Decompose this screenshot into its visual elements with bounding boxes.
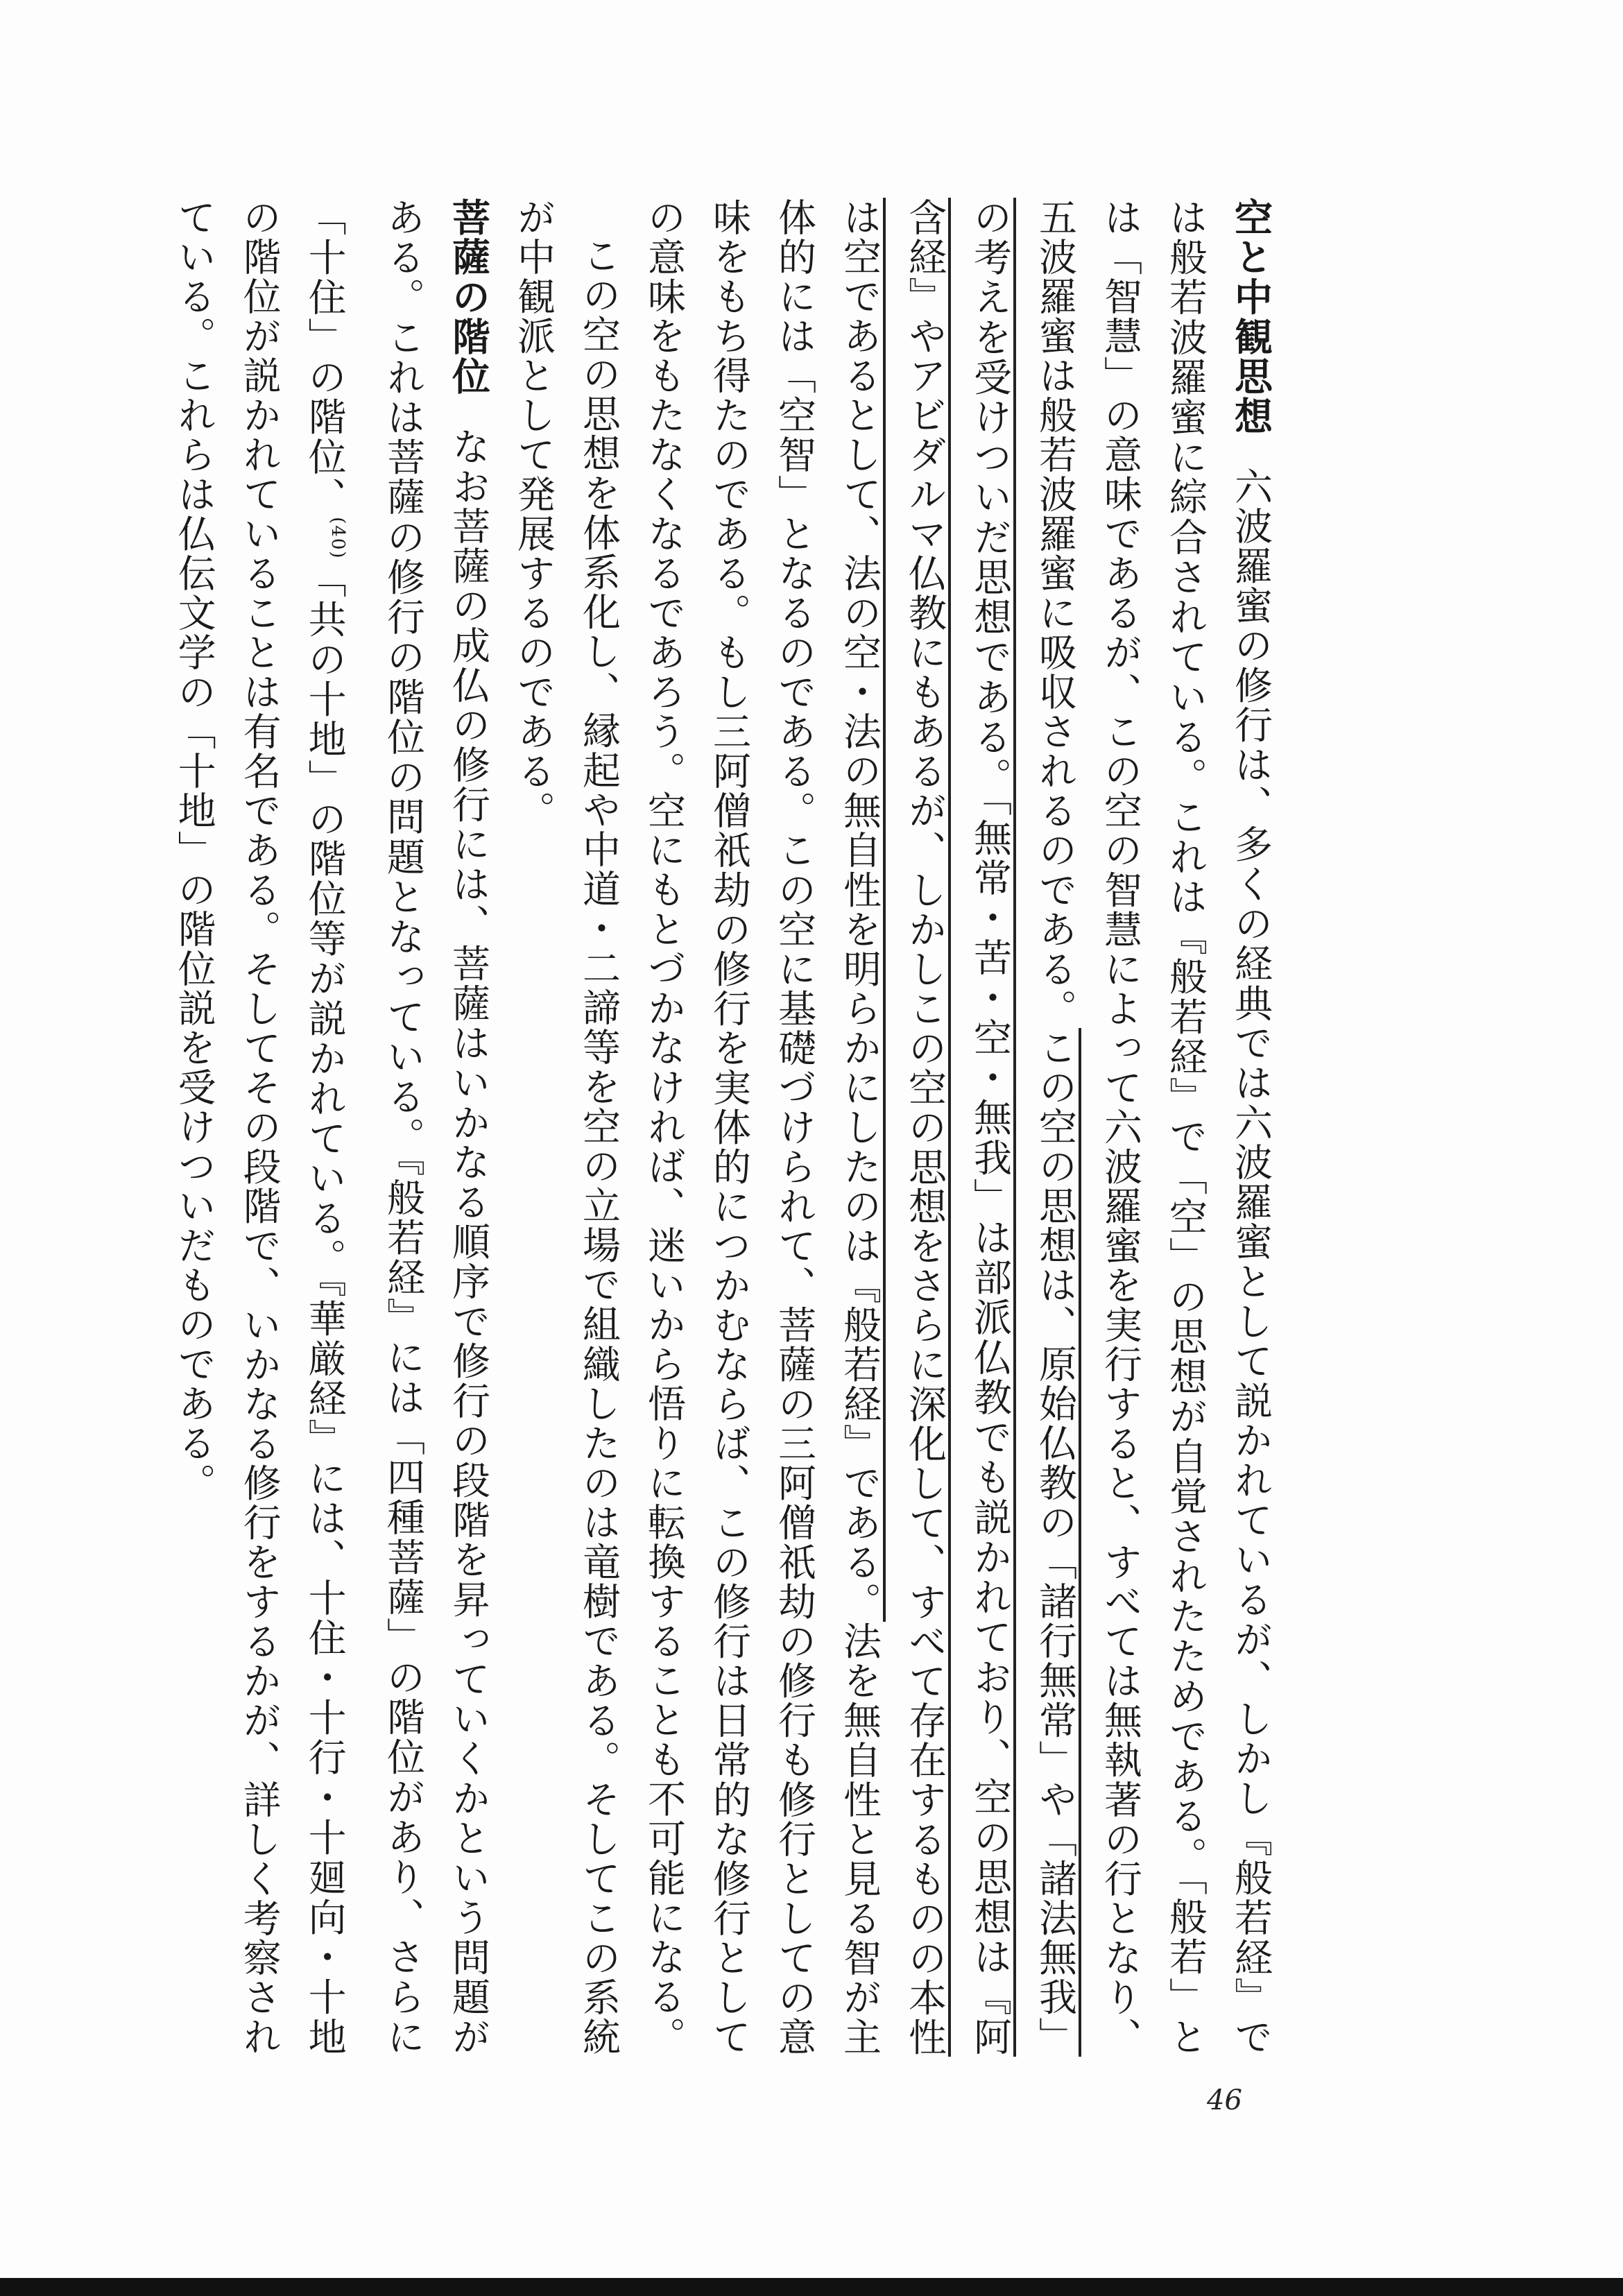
body-text: 法を無自性と見る智が主体的には「空智」となるのである。この空に基礎づけられて、菩薩の三阿僧祇劫の修行も修行としての意味をもち得たのである。もし三阿僧祇劫の修行を実体的につかむならば、この修行は日常的な修行としての意味をもたなくなるであろう。空にもとづかなければ、迷いから悟りに転換することも不可能になる。 bbox=[642, 198, 882, 2057]
body-text: 六波羅蜜の修行は、多くの経典では六波羅蜜として説かれているが、しかし『般若経』では般若波羅蜜に綜合されている。これは『般若経』で「空」の思想が自覚されたためである。「般若」とは「智慧」の意味であるが、この空の智慧によって六波羅蜜を実行すると、すべては無執著の行となり、五波羅蜜は般若波羅蜜に吸収されるのである。 bbox=[1033, 198, 1273, 2057]
footnote-reference: (40) bbox=[327, 517, 348, 560]
sidelined-text: 思想をさらに深化して、すべて存在するものの本性は空であるとして、法の空・法の無自性を明らかにしたのは『般若経』である。 bbox=[837, 198, 951, 2057]
body-text: なお菩薩の成仏の修行には、菩薩はいかなる順序で修行の段階を昇っていくかという問題がある。これは菩薩の修行の階位の問題となっている。『般若経』には「四種菩薩」の階位があり、さらに「十住」の階位、 bbox=[302, 198, 490, 2057]
paragraph: この空の思想を体系化し、縁起や中道・二諦等を空の立場で組織したのは竜樹である。そしてこの系統が中観派として発展するのである。 bbox=[511, 198, 621, 2057]
sidelined-text: この空の思想は、原始仏教の「諸行無常」や「諸法無我」の考えを受けついだ思想である。「無常・苦・空・無我」は部派仏教でも説かれており、空の思想は『阿含経』やアビダルマ仏教にもあるが、しかしこの空の bbox=[902, 198, 1081, 2057]
section-bosatsu-kaii bbox=[162, 198, 501, 2057]
section-heading: 菩薩の階位 bbox=[446, 198, 490, 397]
body-text: 「共の十地」の階位等が説かれている。『華厳経』には、十住・十行・十廻向・十地の階位が説かれていることは有名である。そしてその段階で、いかなる修行をするかが、詳しく考察されている。これらは仏伝文学の「十地」の階位説を受けついだものである。 bbox=[171, 198, 347, 2057]
vertical-text-body bbox=[132, 198, 1283, 2057]
page-number: 46 bbox=[1207, 2084, 1242, 2116]
section-heading: 空と中観思想 bbox=[1228, 198, 1273, 436]
section-kuu-chuukan bbox=[631, 198, 1283, 2057]
scan-edge bbox=[0, 2278, 1623, 2296]
